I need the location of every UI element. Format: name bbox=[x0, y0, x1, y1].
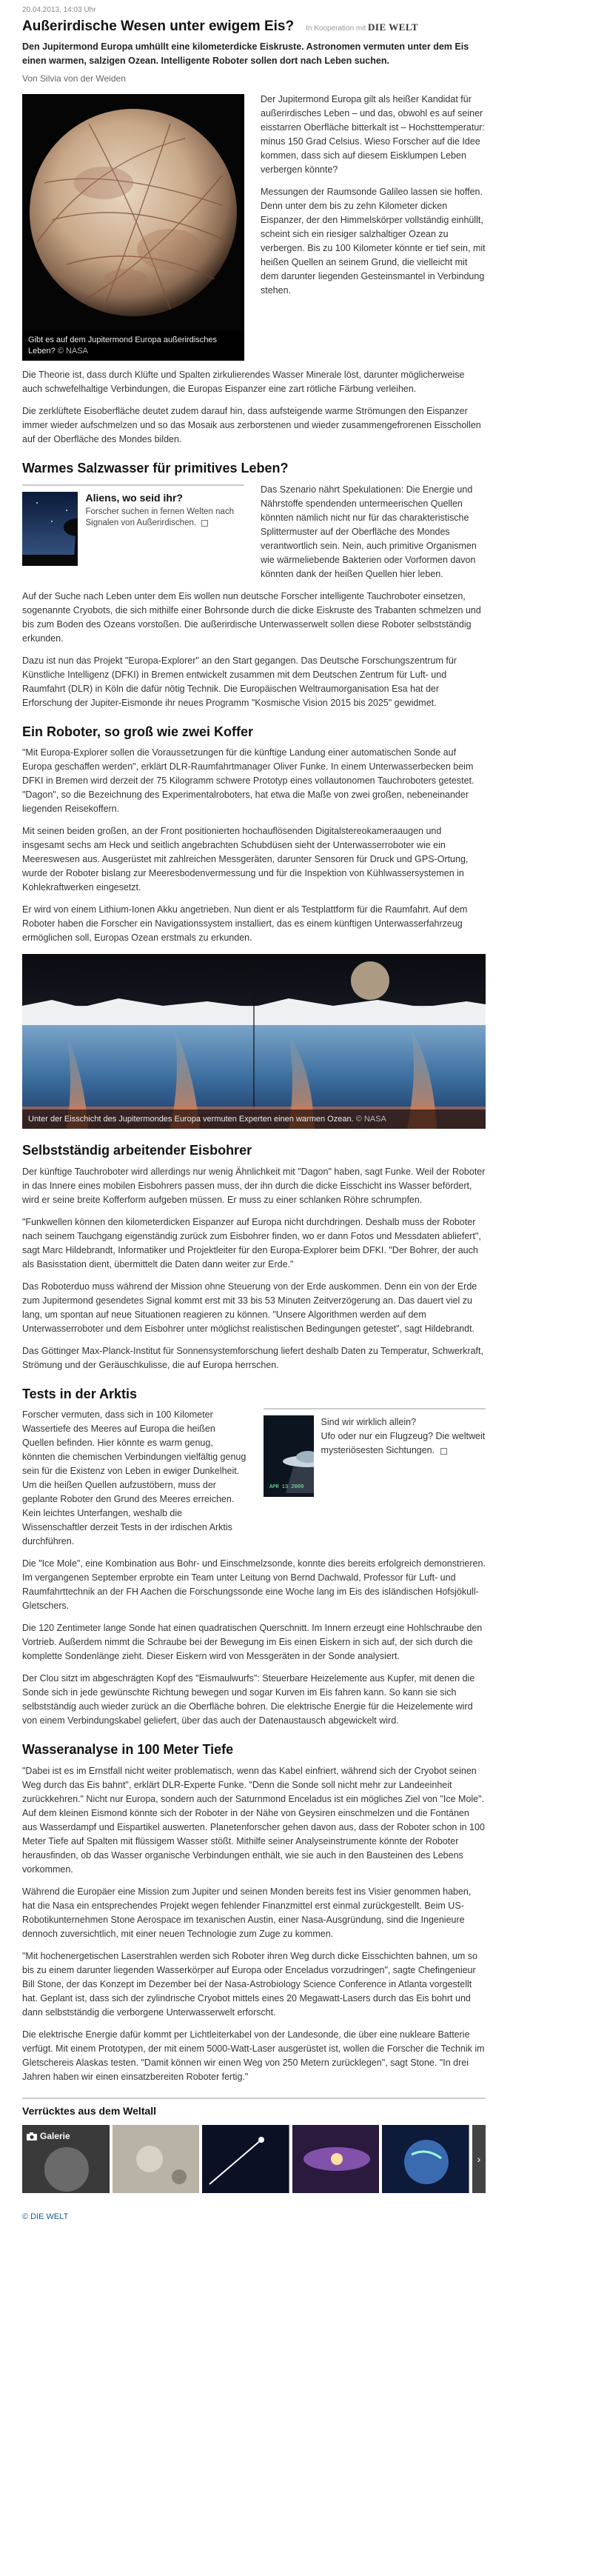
external-link-icon bbox=[201, 520, 208, 527]
paragraph: Mit seinen beiden großen, an der Front positionierten hochauflösenden Digitalstereokameraaugen und insgesamt sechs am Heck und seitlich angebrachten Schubdüsen sieht der Unterwasserroboter wie ein Meereswesen aus. Ausgerüstet mit zahlreichen Messgeräten, darunter Sensoren für Druck und GPS-Ortung, wurde der Roboter bislang zur Meeresbodenvermessung und für die Inspektion von Kühlwassersystemen in Kohlekraftwerken eingesetzt. bbox=[22, 826, 469, 893]
gallery-image bbox=[202, 2125, 289, 2193]
gallery-heading: Verrücktes aus dem Weltall bbox=[22, 2104, 157, 2117]
cooperation-note bbox=[306, 20, 418, 35]
ocean-image bbox=[22, 954, 486, 1129]
paragraph: Dazu ist nun das Projekt "Europa-Explorer" an den Start gegangen. Das Deutsche Forschungszentrum für Künstliche Intelligenz (DFKI) in Bremen entwickelt zusammen mit dem Deutschen Zentrum für Luft- und Raumfahrt (DLR) in Köln die dafür nötig Technik. Die Europäischen Weltraumorganisation Esa hat der Erforschung der Jupiter-Eismonde ihr neues Programm "Kosmische Vision 2015 bis 2025" gewidmet. bbox=[22, 655, 457, 708]
ocean-caption-text: Unter der Eisschicht des Jupitermondes Europa vermuten Experten einen warmen Ozean. bbox=[28, 1114, 354, 1124]
article-date: 20.04.2013, 14:03 Uhr bbox=[22, 6, 96, 14]
europa-image bbox=[22, 94, 244, 361]
europa-caption-text: Gibt es auf dem Jupitermond Europa außerirdisches Leben? bbox=[28, 335, 217, 356]
paragraph: "Funkwellen können den kilometerdicken Eispanzer auf Europa nicht durchdringen. Deshalb muss der Roboter nach seinem Tauchgang eigenständig zurück zum Eisbohrer finden, wo er dann Fotos und Messdaten abliefert", sagt Marc Hildebrandt, Informatiker und Projektleiter für den Europa-Explorer beim DFKI. "Der Bohrer, der auch als Basisstation dient, übermittelt die Daten dann weiter zur Erde." bbox=[22, 1216, 481, 1269]
europa-figure[interactable] bbox=[22, 94, 244, 361]
paragraph: Die Theorie ist, dass durch Klüfte und Spalten zirkulierendes Wasser Minerale löst, darunter möglicherweise auch schwefelhaltige Verbindungen, die Europas Eispanzer eine zart rötliche Färbung verleihen. bbox=[22, 370, 465, 395]
ufo-teaser-text bbox=[321, 1429, 486, 1458]
arctic-row bbox=[22, 1408, 486, 1557]
title-row bbox=[22, 18, 486, 36]
aliens-teaser-title[interactable]: Aliens, wo seid ihr? bbox=[85, 491, 183, 504]
gallery-image bbox=[113, 2125, 200, 2193]
paragraph: Forscher vermuten, dass sich in 100 Kilometer Wassertiefe des Meeres auf Europa die heißen Quellen befinden. Hier könnte es warm genug, könnten die chemischen Verbindungen vielfältig genug sein für die Existenz von Leben in ewiger Dunkelheit. Um die heißen Quellen aufzustöbern, muss der geplante Roboter den Grund des Meeres erreichen. Kein leichtes Unterfangen, weshalb die Wissenschaftler derzeit Tests in der irdischen Arktis durchführen. bbox=[22, 1409, 247, 1547]
section-heading: Tests in der Arktis bbox=[22, 1386, 138, 1401]
section-heading: Warmes Salzwasser für primitives Leben? bbox=[22, 461, 289, 476]
ufo-teaser-desc: Ufo oder nur ein Flugzeug? Die weltweit mysteriösesten Sichtungen. bbox=[321, 1431, 486, 1456]
paragraph: Der künftige Tauchroboter wird allerdings nur wenig Ähnlichkeit mit "Dagon" haben, sagt Funke. Weil der Roboter in das Innere eines mobilen Eisbohrers passen muss, der ihn durch die dicke Eisschicht ins Wasser befördert, wird er seine breite Kofferform aufgeben müssen. Er muss zu einer schlanken Röhre schrumpfen. bbox=[22, 1166, 486, 1205]
ocean-caption bbox=[22, 1110, 486, 1129]
gallery-next-button[interactable] bbox=[472, 2125, 486, 2193]
gallery-thumb[interactable] bbox=[22, 2125, 110, 2193]
article-title: Außerirdische Wesen unter ewigem Eis? bbox=[22, 19, 295, 34]
ufo-teaser-image bbox=[264, 1415, 314, 1497]
aliens-teaser-wrap bbox=[22, 484, 244, 566]
gallery-thumb[interactable] bbox=[202, 2125, 289, 2193]
europa-caption-credit: © NASA bbox=[57, 346, 88, 356]
ocean-caption-credit: © NASA bbox=[355, 1114, 386, 1124]
paragraph: Die zerklüftete Eisoberfläche deutet zudem darauf hin, dass aufsteigende warme Strömungen den Eispanzer immer wieder aufschmelzen und so das Mosaik aus zerborstenen und wieder zusammengefrorenen Eisschollen auf der Oberfläche des Mondes bilden. bbox=[22, 406, 481, 445]
gallery-image bbox=[382, 2125, 469, 2193]
ufo-teaser-title[interactable]: Sind wir wirklich allein? bbox=[321, 1417, 417, 1428]
section-heading: Selbstständig arbeitender Eisbohrer bbox=[22, 1143, 252, 1158]
paragraph: "Mit Europa-Explorer sollen die Voraussetzungen für die künftige Landung einer automatischen Sonde auf Europa geschaffen werden", erklärt DLR-Raumfahrtmanager Oliver Funke. In einem Unterwasserbecken beim DFKI in Bremen wird derzeit der 75 Kilogramm schwere Prototyp eines vollautonomen Tauchroboters getestet. "Dagon", so die Bezeichnung des Experimentalroboters, hat etwa die Maße von zwei großen, nebeneinander liegenden Reisekoffern. bbox=[22, 747, 474, 815]
footer-copyright[interactable]: © DIE WELT bbox=[22, 2212, 69, 2222]
paragraph: Messungen der Raumsonde Galileo lassen sie hoffen. Denn unter dem bis zu zehn Kilometer dicken Eispanzer, der den Himmelskörper vollständig einhüllt, scheint sich ein riesiger salzhaltiger Ozean zu verbergen. Bis zu 100 Kilometer könnte er tief sein, mit heißen Quellen an seinem Grund, die vielleicht mit dem darunter liegenden Gesteinsmantel in Verbindung stehen. bbox=[261, 187, 486, 296]
die-welt-logo[interactable]: DIE WELT bbox=[368, 21, 418, 33]
external-link-icon bbox=[440, 1448, 447, 1455]
chevron-right-icon: › bbox=[477, 2152, 481, 2165]
gallery-teaser bbox=[22, 2098, 486, 2193]
paragraph: "Mit hochenergetischen Laserstrahlen werden sich Roboter ihren Weg durch dicke Eisschichten bahnen, um so bis zu einem darunter liegenden Wasserkörper auf Europa oder Enceladus vorzudringen", sagte Chefingenieur Bill Stone, der das Konzept im Dezember bei der Nasa-Astrobiology Science Conference in Atlanta vorgestellt hat. Geplant ist, dass sich der zylindrische Cryobot mittels eines 20 Megawatt-Lasers durch das Eis bohrt und dann selbstständig die verborgene Unterwasserwelt erforscht. bbox=[22, 1950, 477, 2018]
europa-caption bbox=[22, 330, 244, 361]
gallery-thumb[interactable] bbox=[292, 2125, 380, 2193]
gallery-thumb[interactable] bbox=[113, 2125, 200, 2193]
ufo-teaser[interactable] bbox=[264, 1408, 486, 1557]
gallery-image bbox=[292, 2125, 380, 2193]
paragraph: Die 120 Zentimeter lange Sonde hat einen quadratischen Querschnitt. Im Innern erzeugt eine Hohlschraube den Vortrieb. Außerdem nimmt die Schraube bei der Bewegung im Eis einen Eiskern in sich auf, der sich durch die komplette Sondenlänge zieht. Dieser Eiskern wird von Messgeräten in der Sonde analysiert. bbox=[22, 1623, 483, 1662]
paragraph: Das Göttinger Max-Planck-Institut für Sonnensystemforschung liefert deshalb Daten zu Temperatur, Schwerkraft, Strömung und der Geräuschkulisse, die auf Europa herrschen. bbox=[22, 1345, 483, 1370]
article-author: Von Silvia von der Weiden bbox=[22, 73, 126, 84]
paragraph: Das Roboterduo muss während der Mission ohne Steuerung von der Erde auskommen. Denn ein von der Erde zum Jupitermond gesendetes Signal kommt erst mit 33 bis 53 Minuten Zeitverzögerung an. Das dauert viel zu lang, um spontan auf neue Situationen reagieren zu können. "Unsere Algorithmen werden auf dem Unterwasserroboter und dem Eisbohrer unter möglichst realistischen Bedingungen getestet", sagt Hildebrandt. bbox=[22, 1281, 477, 1334]
gallery-label-text: Galerie bbox=[40, 2131, 70, 2142]
ufo-image-timestamp: APR 13 2009 bbox=[269, 1484, 304, 1491]
aliens-teaser-image bbox=[22, 492, 78, 566]
aliens-teaser[interactable] bbox=[22, 484, 244, 566]
ocean-figure[interactable] bbox=[22, 954, 486, 1129]
paragraph: Die "Ice Mole", eine Kombination aus Bohr- und Einschmelzsonde, konnte dies bereits erfolgreich demonstrieren. Im vergangenen September erprobte ein Team unter Leitung von Bernd Dachwald, Professor für Luft- und Raumfahrttechnik an der FH Aachen die Forschungssonde eine Woche lang im Eis des isländischen Hofsjökull-Gletschers. bbox=[22, 1558, 486, 1612]
cooperation-label: In Kooperation mit bbox=[306, 24, 366, 33]
camera-icon bbox=[27, 2132, 37, 2140]
gallery-strip bbox=[22, 2125, 486, 2193]
paragraph: "Dabei ist es im Ernstfall nicht weiter problematisch, wenn das Kabel einfriert, während sich der Cryobot seinen Weg durch das Eis bahnt", erklärt DLR-Experte Funke. "Denn die Sonde soll nicht mehr zur Landeeinheit zurückkehren." Nicht nur Europa, sondern auch der Saturnmond Enceladus ist ein mögliches Ziel von "Ice Mole". Auf dem kleinen Eismond könnte sich der Roboter in der Nähe von Geysiren einschmelzen und die Fontänen aus Wasserdampf und Eispartikel auswerten. Planetenforscher gehen davon aus, dass der Roboter schon in 100 Meter Tiefe auf Spalten mit flüssigem Wasser stößt. Mithilfe seiner Analyseinstrumente könnte der Roboter herausfinden, ob das Wasser organische Verbindungen enthält, wie sie auch in den Bausteinen des Lebens vorkommen. bbox=[22, 1765, 485, 1875]
section-heading: Wasseranalyse in 100 Meter Tiefe bbox=[22, 1742, 234, 1758]
article-lead: Den Jupitermond Europa umhüllt eine kilometerdicke Eiskruste. Astronomen vermuten unter dem Eis einen warmen, salzigen Ozean. Intelligente Roboter sollen dort nach Leben suchen. bbox=[22, 41, 469, 66]
paragraph: Die elektrische Energie dafür kommt per Lichtleiterkabel von der Landesonde, die über eine nukleare Batterie verfügt. Mit einem Prototypen, der mit einem 5000-Watt-Laser ausgerüstet ist, wollen die Forscher die Technik im Gletschereis Alaskas testen. "Damit können wir einen Weg von 250 Metern zurücklegen", sagt Stone. "In drei Jahren haben wir einen einsatzbereiten Roboter fertig." bbox=[22, 2029, 485, 2082]
paragraph: Auf der Suche nach Leben unter dem Eis wollen nun deutsche Forscher intelligente Tauchroboter einsetzen, sogenannte Cryobots, die sich mithilfe einer Bohrsonde durch die dicke Eiskruste des Trabanten schmelzen und bis zum Boden des Ozeans vorstoßen. Die außerirdische Unterwasserwelt sollen diese Roboter selbstständig erkunden. bbox=[22, 590, 481, 644]
paragraph: Das Szenario nährt Spekulationen: Die Energie und Nährstoffe spendenden untermeerischen Quellen könnten nämlich nicht nur für das charakteristische Splittermuster auf der Oberfläche des Mondes verantwortlich sein. Nein, auch primitive Organismen wie wärmeliebende Bakterien oder Vorformen davon könnten dank der heißen Quellen hier leben. bbox=[261, 484, 477, 579]
paragraph: Er wird von einem Lithium-Ionen Akku angetrieben. Nun dient er als Testplattform für die Raumfahrt. Auf dem Roboter haben die Forscher ein Navigationssystem installiert, das es einem künftigen Unterwasserfahrzeug ermöglichen soll, Europas Ozean erstmals zu erkunden. bbox=[22, 904, 468, 944]
gallery-label[interactable] bbox=[27, 2129, 70, 2143]
section-heading: Ein Roboter, so groß wie zwei Koffer bbox=[22, 724, 254, 739]
gallery-thumb[interactable] bbox=[382, 2125, 469, 2193]
paragraph: Der Clou sitzt im abgeschrägten Kopf des "Eismaulwurfs": Steuerbare Heizelemente aus Kupfer, mit denen die Sonde sich in jede gewünschte Richtung bewegen und sogar Kurven im Eis fahren kann. So kann sie sich selbstständig auch wieder zurück an die Oberfläche bohren. Die elektrische Energie für die Heizelemente wird von einem Verbindungskabel geliefert, über das auch der Datenaustausch abgewickelt wird. bbox=[22, 1673, 475, 1726]
europa-figure-wrap bbox=[22, 94, 244, 361]
aliens-teaser-desc: Forscher suchen in fernen Welten nach Signalen von Außerirdischen. bbox=[85, 507, 234, 528]
paragraph: Der Jupitermond Europa gilt als heißer Kandidat für außerirdisches Leben – und das, obwohl es auf seiner eisstarren Oberfläche bitterkalt ist – Hochsttemperatur: minus 150 Grad Celsius. Wieso Forscher auf die Idee kommen, dass sich auf diesem Eisklumpen Leben verbergen könnte? bbox=[261, 94, 485, 176]
aliens-teaser-text bbox=[85, 507, 244, 530]
paragraph: Während die Europäer eine Mission zum Jupiter und seinen Monden bereits fest ins Visier genommen haben, hat die Nasa ein entsprechendes Projekt wegen fehlender Finanzmittel erst einmal zurückgestellt. Beim US-Robotikunternehmen Stone Aerospace im texanischen Austin, einer Nasa-Ausgründung, sind die Ingenieure dennoch zuversichtlich, mit einer neuen Technologie zum Zuge zu kommen. bbox=[22, 1886, 472, 1939]
